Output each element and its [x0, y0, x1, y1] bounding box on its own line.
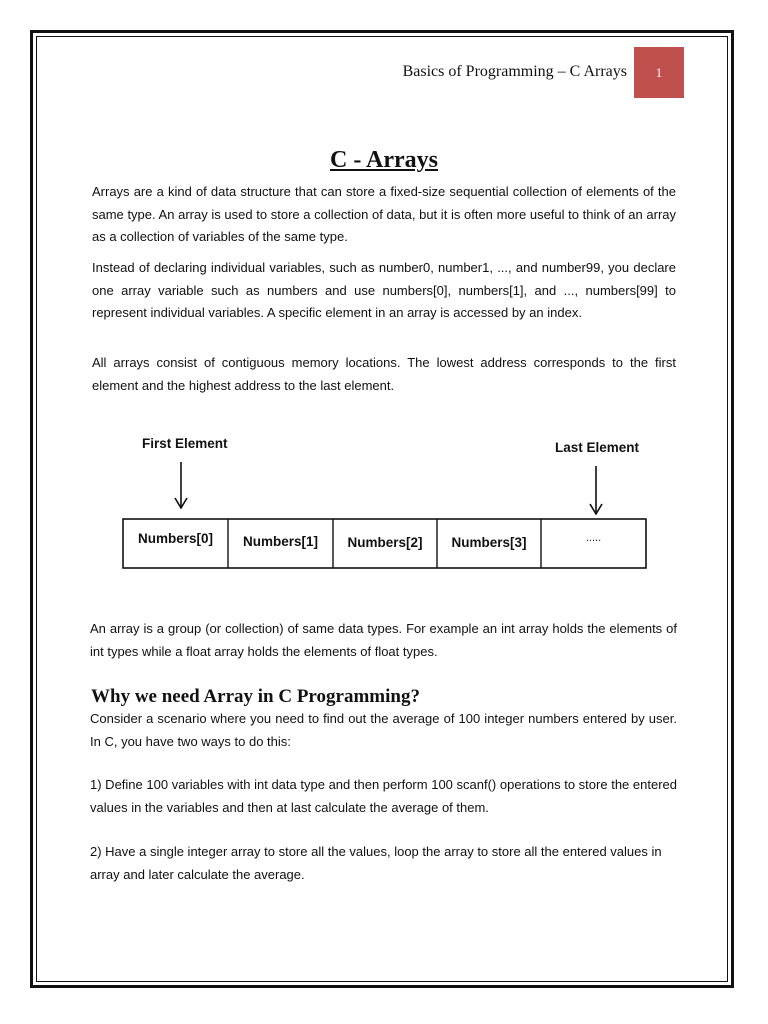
intro-paragraph-3: All arrays consist of contiguous memory locations. The lowest address corresponds to the first element and the highest address to the last element.	[92, 355, 676, 393]
array-cell-0: Numbers[0]	[137, 531, 213, 546]
intro-paragraph-2: Instead of declaring individual variables, such as number0, number1, ..., and number99, you declare one array variable such as numbers and use numbers[0], numbers[1], and ..., numbers[99] to represent individual variables. A specific element in an array is accessed by an index.	[92, 260, 676, 320]
array-cell-ellipsis: .....	[585, 532, 602, 544]
array-cell-3: Numbers[3]	[451, 535, 527, 550]
why-paragraph-3: 2) Have a single integer array to store all the values, loop the array to store all the entered values in array and later calculate the average.	[90, 844, 662, 882]
array-cell-2: Numbers[2]	[347, 535, 423, 550]
group-paragraph: An array is a group (or collection) of same data types. For example an int array holds the elements of int types while a float array holds the elements of float types.	[90, 621, 677, 659]
why-paragraph-2: 1) Define 100 variables with int data type and then perform 100 scanf() operations to store the entered values in the variables and then at last calculate the average of them.	[90, 777, 677, 815]
section-heading: Why we need Array in C Programming?	[91, 686, 420, 707]
intro-paragraph-1: Arrays are a kind of data structure that can store a fixed-size sequential collection of elements of the same type. An array is used to store a collection of data, but it is often more useful to think of an array as a collection of variables of the same type.	[92, 184, 676, 244]
first-element-label: First Element	[142, 436, 228, 451]
document-title: C - Arrays	[330, 147, 438, 173]
page-number-badge	[634, 47, 684, 98]
why-paragraph-1: Consider a scenario where you need to find out the average of 100 integer numbers entered by user. In C, you have two ways to do this:	[90, 711, 677, 749]
last-element-label: Last Element	[555, 440, 640, 455]
page-number: 1	[655, 64, 663, 80]
array-cell-1: Numbers[1]	[242, 534, 318, 549]
header-title: Basics of Programming – C Arrays	[402, 63, 627, 80]
